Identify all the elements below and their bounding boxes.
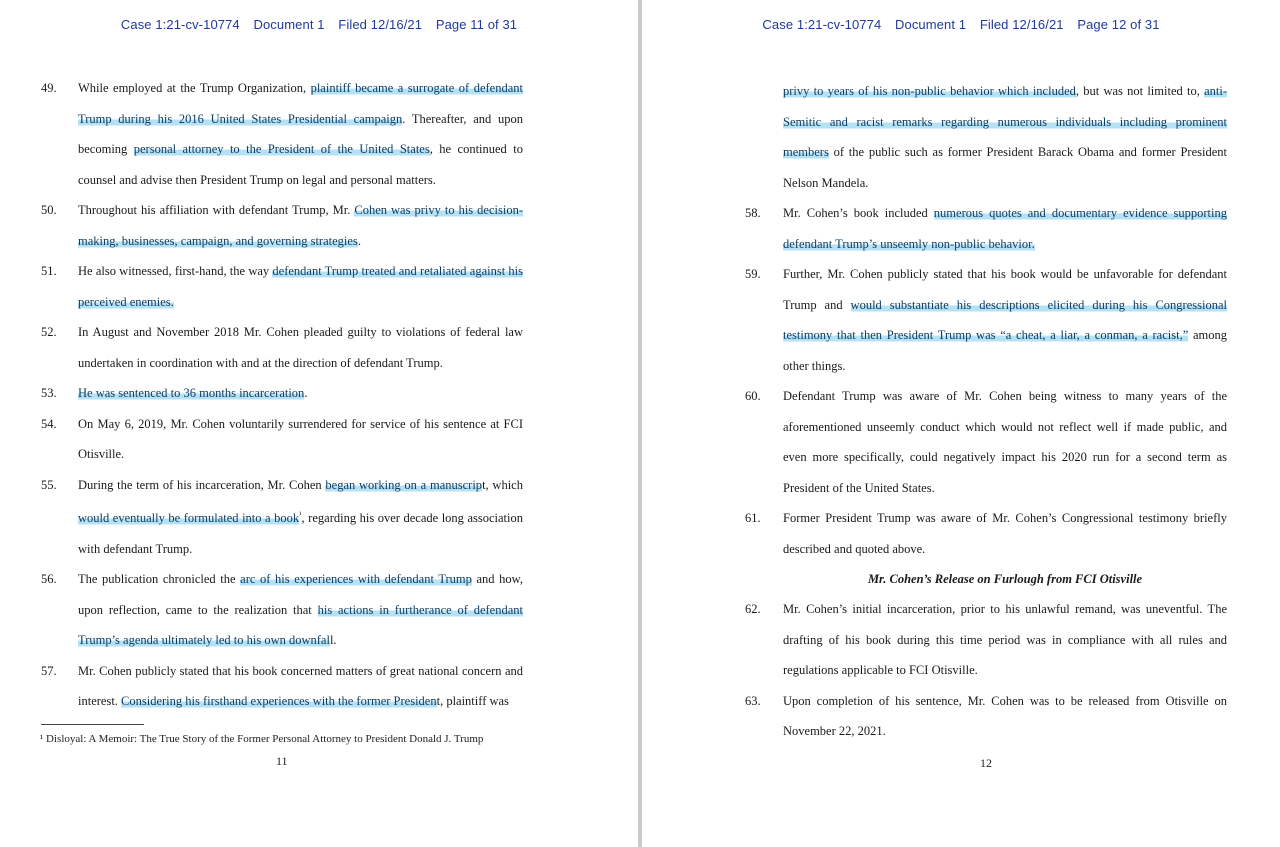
body-text: Former President Trump was aware of Mr. Cohen’s Congressional testimony briefly described and quoted above.	[783, 511, 1227, 556]
body-text: , he continued to counsel and advise then President Trump on legal and personal matters.	[78, 142, 523, 187]
case-number: Case 1:21-cv-10774	[762, 17, 882, 32]
paragraph-62	[642, 594, 1227, 686]
highlighted-text: Cohen was privy to his decision-making, businesses, campaign, and governing strategies	[78, 203, 523, 248]
paragraph-number: 54.	[41, 416, 57, 431]
paragraph-number: 49.	[41, 81, 57, 95]
paragraph-61	[642, 503, 1227, 564]
paragraph-text	[78, 195, 523, 256]
body-text: Defendant Trump was aware of Mr. Cohen being witness to many years of the aforementioned unseemly conduct which would not reflect well if made public, and even more specifically, could negatively impact his 2020 run for a second term as President of the United States.	[783, 389, 1227, 495]
case-header	[642, 17, 1280, 32]
body-text: and how, upon reflection, came to the realization that	[78, 572, 524, 617]
paragraph-text	[78, 256, 523, 317]
left-page	[0, 0, 638, 847]
body-text: Upon completion of his sentence, Mr. Cohen was to be released from Otisville on November 22, 2021.	[783, 693, 1227, 738]
highlighted-text: his actions in furtherance of defendant Trump’s agenda ultimately led to his own downfal	[78, 602, 523, 648]
paragraph-55	[0, 470, 523, 565]
filed-date: Filed 12/16/21	[338, 17, 423, 32]
highlighted-text: would eventually be formulated into a book	[78, 511, 300, 526]
filed-date: Filed 12/16/21	[979, 17, 1064, 32]
page-indicator: Page 12 of 31	[1077, 17, 1160, 32]
highlighted-text: personal attorney to the President of the United States	[133, 142, 430, 156]
paragraph-53	[0, 378, 523, 409]
paragraph-number: 63.	[745, 693, 761, 708]
paragraph-number: 61.	[745, 511, 761, 525]
paragraph-text	[78, 409, 523, 470]
paragraph-text	[783, 503, 1227, 564]
body-text: While employed at the Trump Organization,	[78, 81, 311, 95]
paragraph-number: 58.	[745, 206, 761, 220]
highlighted-text: anti-Semitic and racist remarks regarding numerous individuals including prominent members	[783, 84, 1227, 159]
paragraph-text	[783, 259, 1227, 381]
paragraph-59	[642, 259, 1227, 381]
paragraph-text	[783, 381, 1227, 503]
paragraph-text	[783, 594, 1227, 686]
paragraph-49	[0, 73, 523, 195]
continued-paragraph	[642, 76, 1227, 198]
body-text: of the public such as former President Barack Obama and former President Nelson Mandela.	[783, 145, 1227, 190]
page-number: 11	[276, 754, 288, 768]
body-text: among other things.	[783, 328, 1227, 373]
body-text: , regarding his over decade long association with defendant Trump.	[78, 511, 523, 556]
page-indicator: Page 11 of 31	[435, 17, 518, 32]
highlighted-text: privy to years of his non-public behavior which included	[783, 84, 1076, 98]
paragraph-52	[0, 317, 523, 378]
paragraph-text	[783, 198, 1227, 259]
paragraph-number: 51.	[41, 264, 57, 278]
footnote-divider	[41, 724, 144, 725]
paragraph-text	[783, 76, 1227, 198]
body-text: The publication chronicled the	[78, 572, 241, 587]
paragraph-number: 57.	[41, 663, 57, 678]
highlighted-text: would substantiate his descriptions elicited during his Congressional testimony that then President Trump was “a cheat, a liar, a conman, a racist,”	[783, 297, 1227, 342]
body-text: On May 6, 2019, Mr. Cohen voluntarily surrendered for service of his sentence at FCI Otisville.	[78, 416, 523, 461]
paragraph-text	[78, 656, 523, 717]
paragraph-number: 50.	[41, 203, 57, 217]
body-text: l.	[329, 633, 337, 648]
body-text: He also witnessed, first-hand, the way	[78, 264, 273, 278]
body-text: t, plaintiff was	[436, 694, 509, 709]
paragraph-number: 55.	[41, 477, 57, 492]
paragraph-57	[0, 656, 523, 717]
highlighted-text: Considering his firsthand experiences with the former Presiden	[121, 694, 437, 709]
paragraph-56	[0, 564, 523, 656]
highlighted-text: numerous quotes and documentary evidence supporting defendant Trump’s unseemly non-public behavior.	[783, 206, 1227, 251]
body-text: During the term of his incarceration, Mr. Cohen	[78, 477, 326, 492]
document-number: Document 1	[253, 17, 325, 32]
body-text: Throughout his affiliation with defendant Trump, Mr.	[78, 203, 355, 217]
paragraph-number: 53.	[41, 386, 57, 400]
body-text: In August and November 2018 Mr. Cohen pleaded guilty to violations of federal law undertaken in coordination with and at the direction of defendant Trump.	[78, 325, 523, 370]
body-text: t, which	[482, 477, 523, 492]
paragraph-number: 52.	[41, 325, 57, 339]
case-header	[0, 17, 638, 32]
body-text: Further, Mr. Cohen publicly stated that his book would be unfavorable for defendant Trump and	[783, 267, 1227, 312]
body-text: .	[304, 386, 308, 400]
paragraph-number: 60.	[745, 389, 761, 403]
highlighted-text: defendant Trump treated and retaliated against his perceived enemies.	[78, 264, 523, 309]
body-text: . Thereafter, and upon becoming	[78, 111, 523, 156]
paragraph-text	[78, 73, 523, 195]
footnote-marker: ¹	[299, 510, 302, 519]
paragraph-51	[0, 256, 523, 317]
paragraph-60	[642, 381, 1227, 503]
paragraph-text	[78, 378, 523, 409]
highlighted-text: He was sentenced to 36 months incarceration	[78, 386, 305, 400]
paragraph-58	[642, 198, 1227, 259]
case-number: Case 1:21-cv-10774	[120, 17, 240, 32]
paragraph-text	[78, 564, 523, 656]
document-number: Document 1	[895, 17, 967, 32]
highlighted-text: arc of his experiences with defendant Trump	[240, 572, 472, 587]
paragraph-number: 59.	[745, 267, 761, 281]
body-text: , but was not limited to,	[1075, 84, 1205, 98]
highlighted-text: began working on a manuscrip	[325, 477, 483, 492]
paragraph-list	[642, 76, 1280, 747]
body-text: Mr. Cohen’s initial incarceration, prior to his unlawful remand, was uneventful. The drafting of his book during this time period was in compliance with all rules and regulations applicable to FCI Otisville.	[783, 602, 1227, 677]
page-number: 12	[980, 756, 992, 770]
paragraph-63	[642, 686, 1227, 747]
paragraph-number: 56.	[41, 572, 57, 587]
paragraph-54	[0, 409, 523, 470]
highlighted-text: plaintiff became a surrogate of defendant Trump during his 2016 United States Presidential campaign	[78, 81, 523, 126]
footnote: ¹ Disloyal: A Memoir: The True Story of the Former Personal Attorney to President Donald J. Trump	[40, 733, 484, 745]
paragraph-text	[78, 317, 523, 378]
body-text: Mr. Cohen’s book included	[783, 206, 934, 220]
body-text: Mr. Cohen publicly stated that his book concerned matters of great national concern and interest.	[78, 663, 523, 709]
paragraph-text	[783, 686, 1227, 747]
body-text: .	[357, 233, 361, 248]
paragraph-list	[0, 73, 638, 717]
paragraph-text	[78, 470, 523, 565]
paragraph-50	[0, 195, 523, 256]
paragraph-number: 62.	[745, 602, 761, 616]
section-subheading: Mr. Cohen’s Release on Furlough from FCI Otisville	[867, 572, 1143, 586]
right-page	[642, 0, 1280, 847]
